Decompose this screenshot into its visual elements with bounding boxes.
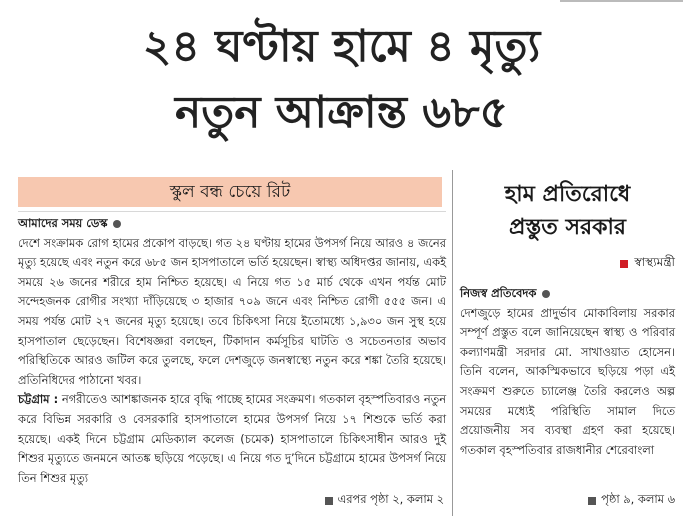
left-continuation-text: এরপর পৃষ্ঠা ২, কলাম ২: [337, 492, 444, 506]
red-square-icon: [620, 260, 628, 268]
right-byline: [460, 284, 550, 304]
right-byline-row: [460, 284, 675, 304]
bullet-icon: [542, 290, 550, 298]
left-paragraph-2: [18, 390, 446, 488]
dateline-chattogram: চট্টগ্রাম :: [18, 392, 59, 407]
square-bullet-icon: [588, 497, 596, 505]
right-body: [460, 284, 675, 460]
right-headline-line1: হাম প্রতিরোধে: [504, 182, 631, 207]
main-headline-line2: নতুন আক্রান্ত ৬৮৫: [174, 87, 509, 138]
top-rule: [560, 0, 683, 8]
section-tag: [460, 254, 675, 274]
main-headline-line1: ২৪ ঘণ্টায় হামে ৪ মৃত্যু: [142, 21, 541, 72]
left-byline-text: আমাদের সময় ডেস্ক: [18, 216, 108, 230]
left-byline-row: [18, 214, 446, 234]
right-continuation[interactable]: [560, 491, 675, 510]
right-article: [460, 178, 675, 460]
right-paragraph: দেশজুড়ে হামের প্রাদুর্ভাব মোকাবিলায় সরকার সম্পূর্ণ প্রস্তুত বলে জানিয়েছেন স্বাস্থ্য ও পরিবার কল্যাণমন্ত্রী সরদার মো. সাখাওয়াত হোসেন। তিনি বলেন, আকস্মিকভাবে ছড়িয়ে পড়া এই সংক্রমণ শুরুতে চ্যালেঞ্জ তৈরি করলেও অল্প সময়ের মধ্যেই পরিস্থিতি সামাল দিতে প্রয়োজনীয় সব ব্যবস্থা গ্রহণ করা হয়েছে। গতকাল বৃহস্পতিবার রাজধানীর শেরেবাংলা: [460, 305, 675, 457]
banner-underline: [18, 211, 446, 212]
left-article: [18, 214, 446, 488]
left-byline: [18, 214, 121, 234]
section-tag-text: স্বাস্থ্যমন্ত্রী: [634, 255, 675, 269]
bullet-icon: [113, 220, 121, 228]
right-headline-line2: প্রস্তুত সরকার: [509, 215, 626, 240]
right-continuation-text: পৃষ্ঠা ৯, কলাম ৬: [601, 492, 675, 506]
left-paragraph-1: দেশে সংক্রামক রোগ হামের প্রকোপ বাড়ছে। গত ২৪ ঘণ্টায় হামের উপসর্গ নিয়ে আরও ৪ জনের মৃত্যু হয়েছে এবং নতুন করে ৬৮৫ জন হাসপাতালে ভর্তি হয়েছেন। স্বাস্থ্য অধিদপ্তর জানায়, একই সময়ে ২৬ জনের শরীরে হাম নিশ্চিত হয়েছে। এ নিয়ে গত ১৫ মার্চ থেকে এখন পর্যন্ত মোট সন্দেহজনক রোগীর সংখ্যা দাঁড়িয়েছে ৩ হাজার ৭০৯ জনে এবং নিশ্চিত রোগী ৫৫৫ জন। এ সময় পর্যন্ত মোট ২৭ জনের মৃত্যু হয়েছে। তবে চিকিৎসা নিয়ে ইতোমধ্যে ১,৯৩০ জন সুস্থ হয়ে হাসপাতাল ছেড়েছেন। বিশেষজ্ঞরা বলছেন, টিকাদান কর্মসূচির ঘাটতি ও সচেতনতার অভাব পরিস্থিতিকে আরও জটিল করে তুলছে, ফলে দেশজুড়ে জনস্বাস্থ্যে নতুন করে শঙ্কা তৈরি হয়েছে। প্রতিনিধিদের পাঠানো খবর।: [18, 235, 446, 387]
left-paragraph-2-text: নগরীতেও আশঙ্কাজনক হারে বৃদ্ধি পাচ্ছে হামের সংক্রমণ। গতকাল বৃহস্পতিবারও নতুন করে বিভিন্ন সরকারি ও বেসরকারি হাসপাতালে হামের উপসর্গ নিয়ে ১৭ শিশুকে ভর্তি করা হয়েছে। একই দিনে চট্টগ্রাম মেডিক্যাল কলেজ (চমেক) হাসপাতালে চিকিৎসাধীন আরও দুই শিশুর মৃত্যুতে জনমনে আতঙ্ক ছড়িয়ে পড়েছে। এ নিয়ে গত দু’দিনে চট্টগ্রামে হামের উপসর্গ নিয়ে তিন শিশুর মৃত্যু: [18, 392, 447, 485]
subheadline-banner: স্কুল বন্ধ চেয়ে রিট: [18, 177, 442, 207]
column-divider: [452, 170, 453, 516]
right-byline-text: নিজস্ব প্রতিবেদক: [460, 286, 537, 300]
square-bullet-icon: [325, 497, 333, 505]
left-continuation[interactable]: [300, 491, 444, 510]
